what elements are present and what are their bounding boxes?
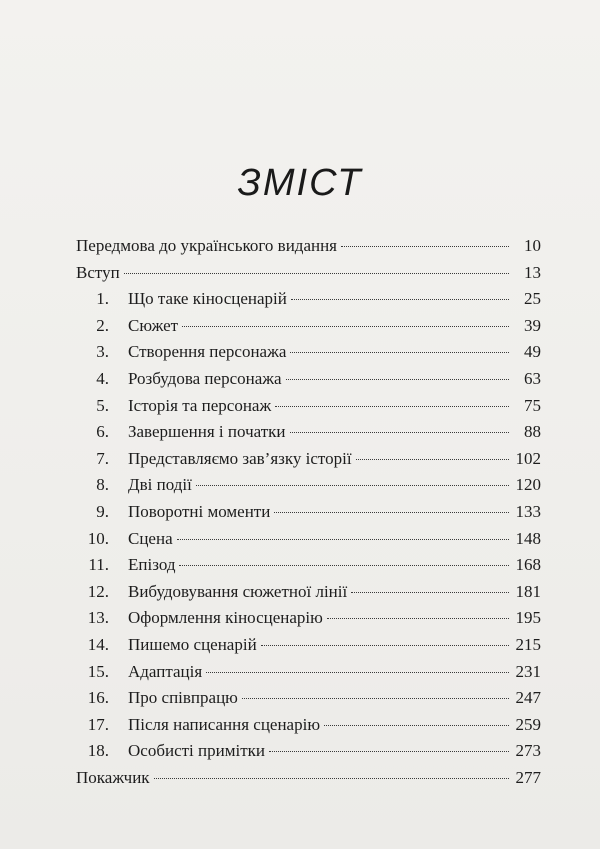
toc-entry-title: Пишемо сценарій	[128, 634, 257, 654]
dot-leader	[351, 592, 509, 593]
dot-leader	[269, 751, 509, 752]
toc-entry	[76, 393, 541, 420]
toc-entry-page: 75	[524, 395, 541, 415]
toc-entry-title: Передмова до українського видання	[76, 236, 338, 255]
dot-leader	[341, 246, 509, 247]
toc-entry	[76, 446, 541, 473]
toc-entry	[76, 286, 541, 313]
toc-entry-title: Вибудовування сюжетної лінії	[128, 581, 348, 601]
toc-entry-number: 12.	[87, 581, 109, 601]
dot-leader	[124, 273, 509, 274]
toc-entry	[76, 526, 541, 553]
toc-entry-number: 14.	[87, 634, 109, 654]
toc-entry-number: 8.	[96, 475, 109, 495]
toc-entry-page: 49	[524, 342, 541, 362]
toc-entry	[76, 632, 541, 659]
toc-entry-title: Епізод	[128, 555, 176, 575]
toc-entry-page: 102	[515, 448, 541, 468]
toc-entry	[76, 366, 541, 393]
toc-entry-page: 215	[515, 634, 541, 654]
toc-entry-title: Завершення і початки	[128, 422, 286, 442]
toc-entry	[76, 659, 541, 686]
dot-leader	[179, 565, 509, 566]
dot-leader	[274, 512, 509, 513]
dot-leader	[290, 352, 509, 353]
toc-entry-number: 15.	[87, 661, 109, 681]
toc-entry-title: Оформлення кіносценарію	[128, 608, 323, 628]
dot-leader	[291, 299, 509, 300]
toc-entry	[76, 313, 541, 340]
dot-leader	[177, 539, 509, 540]
toc-entry	[76, 260, 541, 287]
toc-entry	[76, 499, 541, 526]
toc-entry-number: 10.	[87, 528, 109, 548]
toc-entry-title: Після написання сценарію	[128, 714, 321, 734]
toc-entry-title: Вступ	[76, 262, 120, 282]
dot-leader	[182, 326, 509, 327]
toc-entry-title: Що таке кіносценарій	[128, 289, 287, 309]
table-of-contents	[76, 233, 541, 791]
dot-leader	[327, 618, 509, 619]
toc-entry-page: 39	[524, 315, 541, 335]
toc-entry-page: 63	[524, 368, 541, 388]
toc-entry-number: 11.	[88, 555, 109, 575]
toc-entry-page: 231	[515, 661, 541, 681]
toc-entry	[76, 685, 541, 712]
toc-entry-number: 4.	[96, 368, 109, 388]
toc-entry-number: 9.	[96, 501, 109, 521]
toc-entry	[76, 605, 541, 632]
toc-entry-number: 13.	[87, 608, 109, 628]
dot-leader	[286, 379, 509, 380]
dot-leader	[356, 459, 509, 460]
toc-entry-title: Представляємо зав’язку історії	[128, 448, 352, 468]
toc-entry-page: 88	[524, 422, 541, 442]
toc-entry-page: 25	[524, 289, 541, 309]
toc-entry-page: 148	[515, 528, 541, 548]
toc-entry-number: 5.	[96, 395, 109, 415]
dot-leader	[324, 725, 509, 726]
toc-entry-page: 181	[515, 581, 541, 601]
dot-leader	[290, 432, 509, 433]
dot-leader	[261, 645, 509, 646]
toc-entry-title: Розбудова персонажа	[128, 368, 282, 388]
toc-entry-page: 10	[524, 236, 541, 255]
toc-entry-number: 17.	[87, 714, 109, 734]
page-title: ЗМІСТ	[237, 162, 363, 204]
toc-entry-title: Створення персонажа	[128, 342, 287, 362]
dot-leader	[242, 698, 509, 699]
toc-entry	[76, 339, 541, 366]
toc-entry-page: 277	[515, 767, 541, 787]
toc-entry	[76, 579, 541, 606]
toc-entry-title: Дві події	[128, 475, 192, 495]
toc-entry-number: 1.	[96, 289, 109, 309]
toc-entry-number: 3.	[96, 342, 109, 362]
toc-entry-number: 18.	[87, 741, 109, 761]
toc-entry	[76, 738, 541, 765]
toc-entry-page: 13	[524, 262, 541, 282]
toc-entry-page: 273	[515, 741, 541, 761]
dot-leader	[206, 672, 509, 673]
toc-entry-number: 7.	[96, 448, 109, 468]
dot-leader	[275, 406, 509, 407]
toc-entry-number: 6.	[96, 422, 109, 442]
dot-leader	[154, 778, 509, 779]
toc-entry-number: 2.	[96, 315, 109, 335]
toc-entry-title: Про співпрацю	[128, 688, 238, 708]
toc-entry-title: Особисті примітки	[128, 741, 265, 761]
toc-entry-title: Сцена	[128, 528, 173, 548]
toc-entry-page: 133	[515, 501, 541, 521]
toc-entry-number: 16.	[87, 688, 109, 708]
toc-entry-title: Поворотні моменти	[128, 501, 271, 521]
toc-entry	[76, 233, 541, 260]
toc-entry-page: 120	[515, 475, 541, 495]
toc-entry-title: Покажчик	[76, 767, 150, 787]
toc-entry-page: 195	[515, 608, 541, 628]
toc-entry-title: Адаптація	[128, 661, 203, 681]
toc-entry	[76, 712, 541, 739]
toc-entry-title: Сюжет	[128, 315, 179, 335]
toc-entry	[76, 472, 541, 499]
toc-entry	[76, 765, 541, 792]
toc-entry-page: 168	[515, 555, 541, 575]
dot-leader	[196, 485, 509, 486]
toc-entry	[76, 419, 541, 446]
toc-entry-title: Історія та персонаж	[128, 395, 272, 415]
toc-entry	[76, 552, 541, 579]
toc-entry-page: 259	[515, 714, 541, 734]
toc-entry-page: 247	[515, 688, 541, 708]
